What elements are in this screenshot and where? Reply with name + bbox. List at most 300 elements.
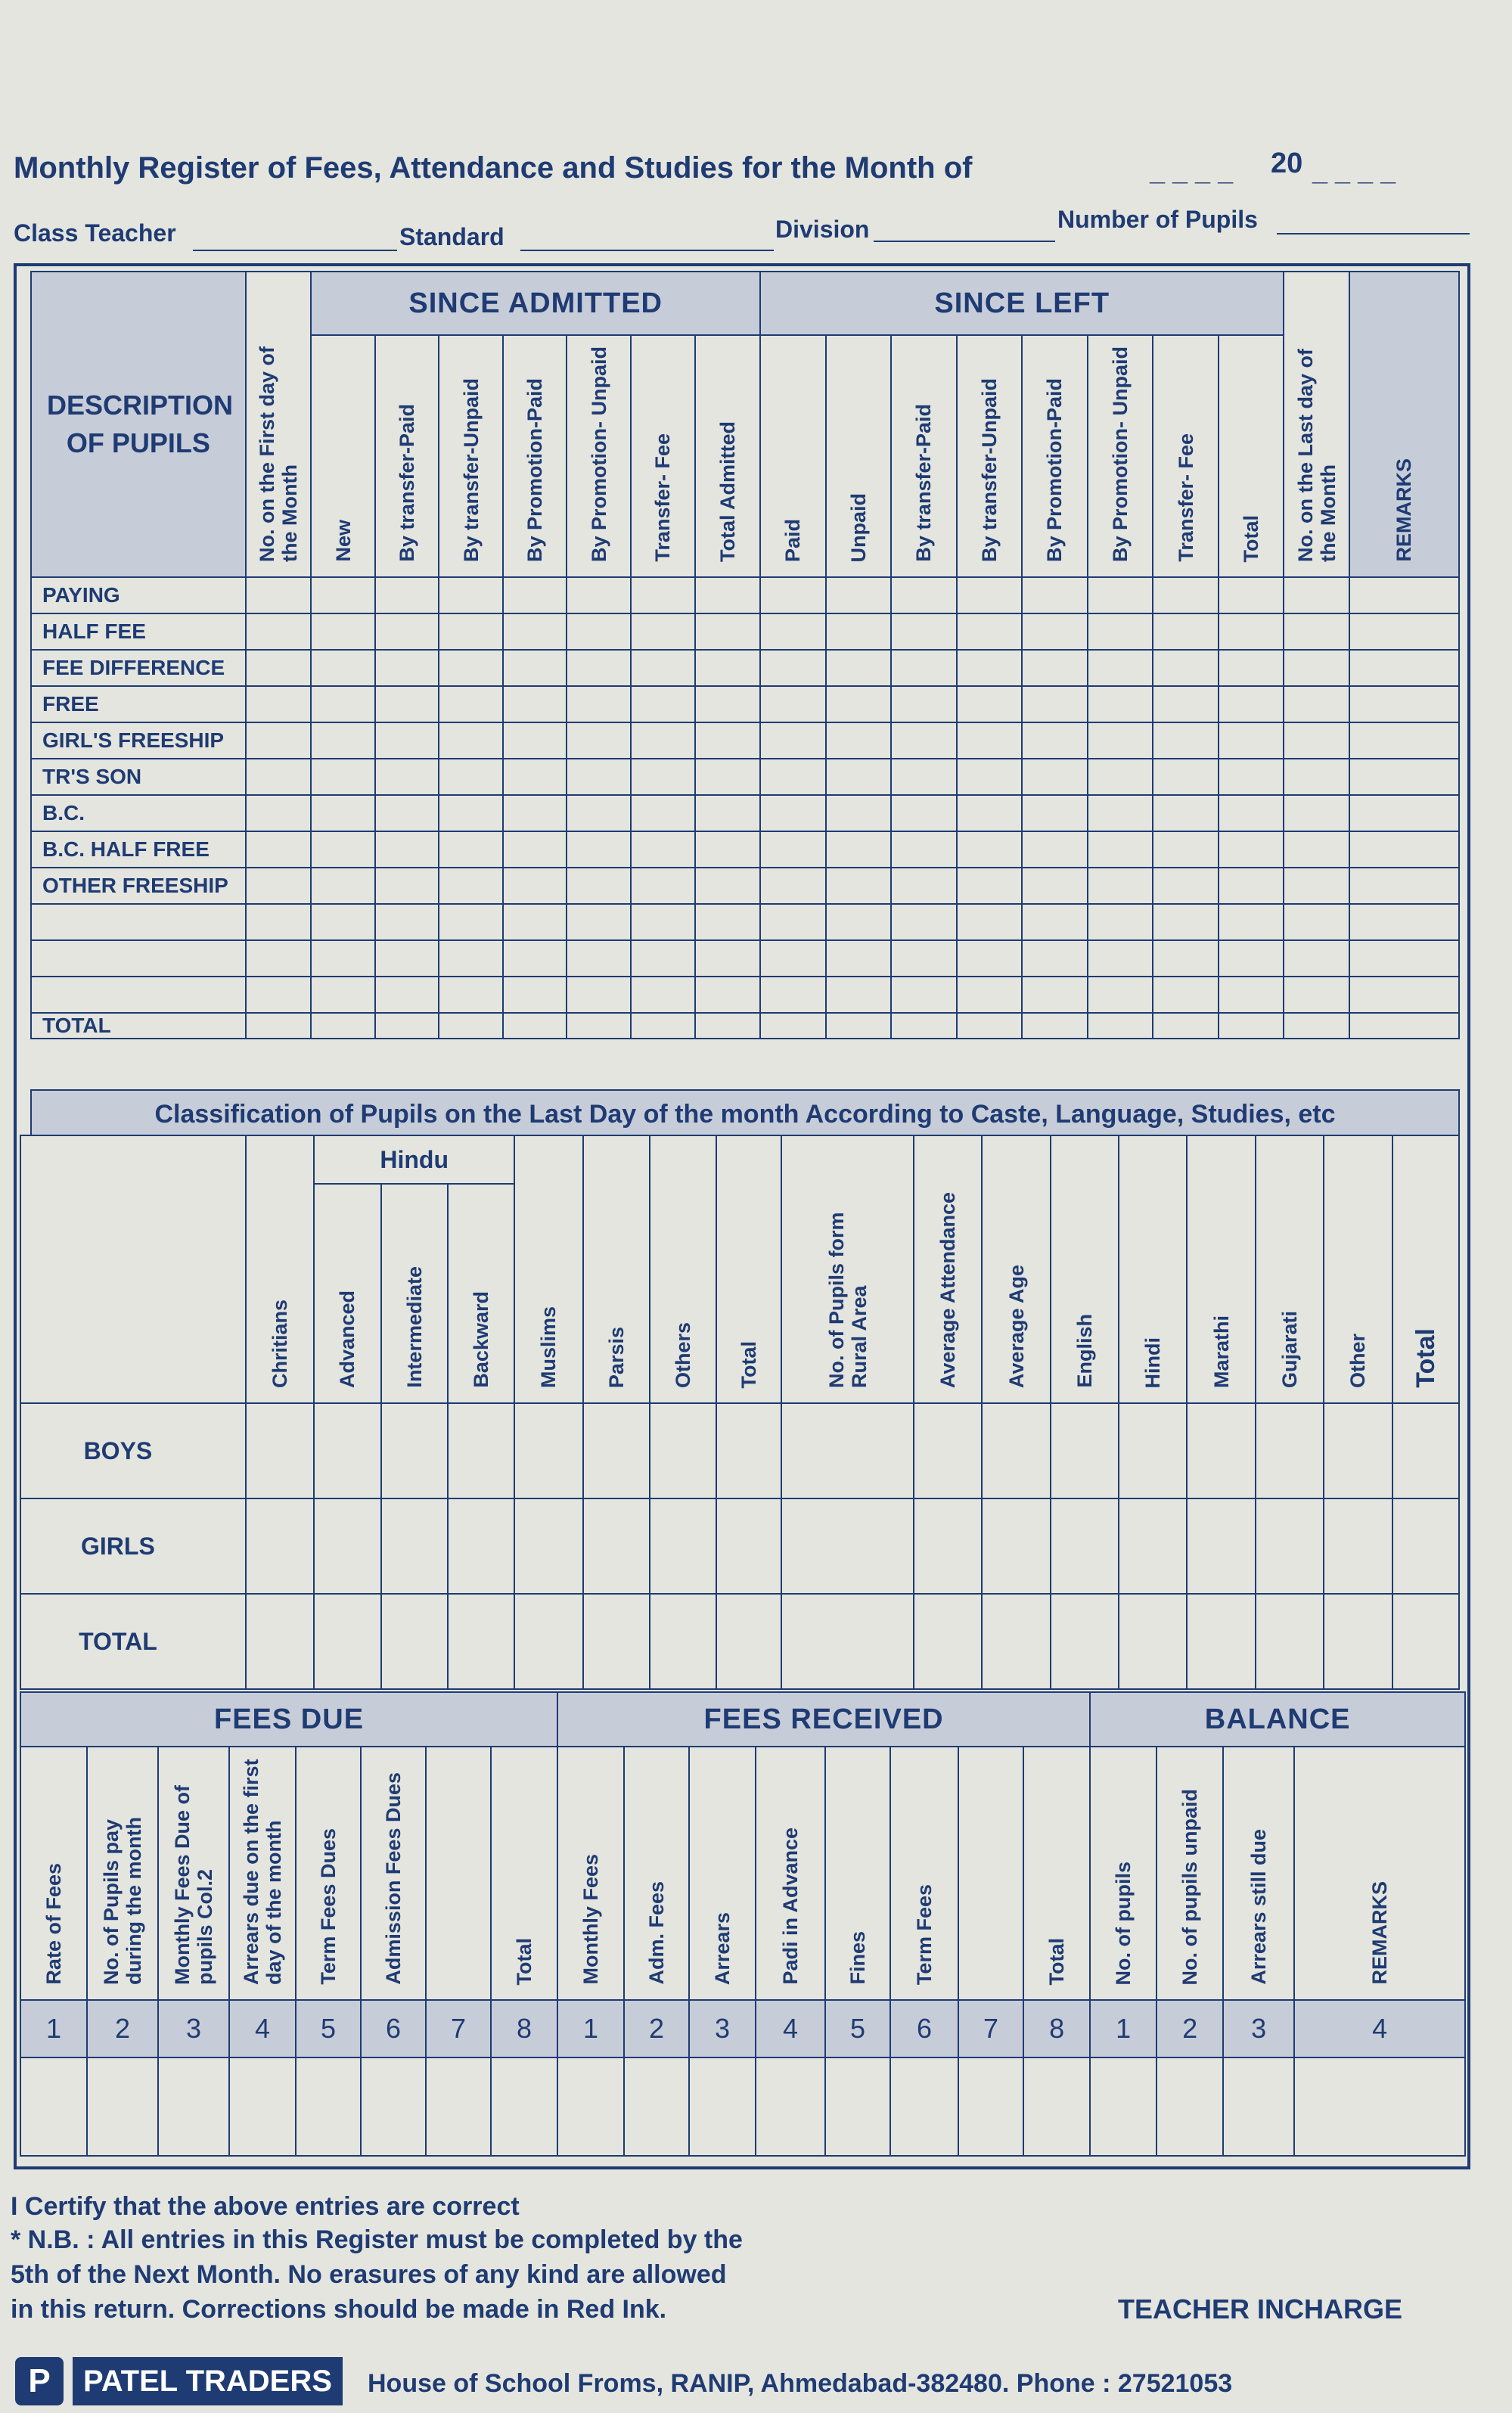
entry-cell[interactable]: [957, 977, 1023, 1013]
entry-cell[interactable]: [246, 613, 312, 650]
entry-cell[interactable]: [695, 831, 761, 868]
entry-cell[interactable]: [583, 1498, 650, 1594]
entry-cell[interactable]: [1284, 577, 1349, 613]
entry-cell[interactable]: [375, 577, 439, 613]
entry-cell[interactable]: [1284, 795, 1349, 831]
entry-cell[interactable]: [1284, 650, 1349, 686]
entry-cell[interactable]: [514, 1403, 582, 1498]
entry-cell[interactable]: [567, 940, 631, 977]
entry-cell[interactable]: [439, 868, 503, 904]
entry-cell[interactable]: [503, 904, 567, 940]
entry-cell[interactable]: [503, 795, 567, 831]
entry-cell[interactable]: [982, 1403, 1050, 1498]
entry-cell[interactable]: [311, 613, 375, 650]
entry-cell[interactable]: [1088, 795, 1153, 831]
entry-cell[interactable]: [1088, 686, 1153, 722]
entry-cell[interactable]: [311, 1013, 375, 1039]
entry-cell[interactable]: [1157, 2057, 1223, 2156]
entry-cell[interactable]: [1022, 904, 1088, 940]
entry-cell[interactable]: [760, 977, 826, 1013]
entry-cell[interactable]: [1256, 1498, 1324, 1594]
entry-cell[interactable]: [229, 2057, 296, 2156]
entry-cell[interactable]: [826, 759, 892, 795]
entry-cell[interactable]: [1349, 613, 1459, 650]
entry-cell[interactable]: [1051, 1498, 1119, 1594]
entry-cell[interactable]: [439, 577, 503, 613]
entry-cell[interactable]: [567, 686, 631, 722]
entry-cell[interactable]: [1088, 759, 1153, 795]
entry-cell[interactable]: [826, 904, 892, 940]
entry-cell[interactable]: [826, 577, 892, 613]
entry-cell[interactable]: [567, 795, 631, 831]
entry-cell[interactable]: [826, 722, 892, 759]
entry-cell[interactable]: [1294, 2057, 1465, 2156]
entry-cell[interactable]: [1349, 650, 1459, 686]
standard-field[interactable]: [520, 250, 774, 251]
entry-cell[interactable]: [650, 1594, 716, 1689]
entry-cell[interactable]: [1153, 759, 1219, 795]
entry-cell[interactable]: [695, 759, 761, 795]
entry-cell[interactable]: [439, 686, 503, 722]
entry-cell[interactable]: [246, 577, 312, 613]
entry-cell[interactable]: [1051, 1403, 1119, 1498]
entry-cell[interactable]: [1153, 831, 1219, 868]
entry-cell[interactable]: [631, 831, 695, 868]
entry-cell[interactable]: [311, 577, 375, 613]
entry-cell[interactable]: [1153, 904, 1219, 940]
entry-cell[interactable]: [1349, 868, 1459, 904]
entry-cell[interactable]: [1022, 759, 1088, 795]
entry-cell[interactable]: [982, 1498, 1050, 1594]
entry-cell[interactable]: [760, 868, 826, 904]
entry-cell[interactable]: [760, 831, 826, 868]
entry-cell[interactable]: [958, 2057, 1023, 2156]
entry-cell[interactable]: [1119, 1594, 1187, 1689]
entry-cell[interactable]: [1022, 977, 1088, 1013]
entry-cell[interactable]: [311, 831, 375, 868]
entry-cell[interactable]: [375, 904, 439, 940]
entry-cell[interactable]: [760, 722, 826, 759]
entry-cell[interactable]: [1392, 1594, 1459, 1689]
entry-cell[interactable]: [1051, 1594, 1119, 1689]
entry-cell[interactable]: [1349, 977, 1459, 1013]
entry-cell[interactable]: [514, 1498, 582, 1594]
pupils-field[interactable]: [1277, 233, 1470, 234]
entry-cell[interactable]: [914, 1594, 982, 1689]
entry-cell[interactable]: [1284, 759, 1349, 795]
entry-cell[interactable]: [891, 613, 957, 650]
entry-cell[interactable]: [1088, 904, 1153, 940]
entry-cell[interactable]: [375, 650, 439, 686]
entry-cell[interactable]: [246, 759, 312, 795]
entry-cell[interactable]: [695, 577, 761, 613]
entry-cell[interactable]: [1153, 1013, 1219, 1039]
entry-cell[interactable]: [375, 686, 439, 722]
entry-cell[interactable]: [311, 686, 375, 722]
entry-cell[interactable]: [1088, 977, 1153, 1013]
entry-cell[interactable]: [689, 2057, 756, 2156]
entry-cell[interactable]: [891, 795, 957, 831]
entry-cell[interactable]: [567, 613, 631, 650]
entry-cell[interactable]: [503, 650, 567, 686]
entry-cell[interactable]: [891, 686, 957, 722]
entry-cell[interactable]: [246, 831, 312, 868]
entry-cell[interactable]: [1022, 940, 1088, 977]
entry-cell[interactable]: [957, 904, 1023, 940]
entry-cell[interactable]: [426, 2057, 491, 2156]
entry-cell[interactable]: [957, 795, 1023, 831]
entry-cell[interactable]: [1349, 577, 1459, 613]
entry-cell[interactable]: [246, 686, 312, 722]
entry-cell[interactable]: [375, 722, 439, 759]
entry-cell[interactable]: [695, 868, 761, 904]
entry-cell[interactable]: [1349, 831, 1459, 868]
entry-cell[interactable]: [503, 1013, 567, 1039]
entry-cell[interactable]: [567, 1013, 631, 1039]
entry-cell[interactable]: [760, 795, 826, 831]
entry-cell[interactable]: [1219, 795, 1284, 831]
entry-cell[interactable]: [1284, 1013, 1349, 1039]
entry-cell[interactable]: [760, 759, 826, 795]
entry-cell[interactable]: [448, 1498, 514, 1594]
entry-cell[interactable]: [1219, 904, 1284, 940]
entry-cell[interactable]: [567, 759, 631, 795]
entry-cell[interactable]: [1022, 868, 1088, 904]
entry-cell[interactable]: [246, 795, 312, 831]
entry-cell[interactable]: [1153, 577, 1219, 613]
entry-cell[interactable]: [1090, 2057, 1157, 2156]
class-teacher-field[interactable]: [193, 250, 397, 251]
entry-cell[interactable]: [314, 1594, 380, 1689]
entry-cell[interactable]: [439, 722, 503, 759]
entry-cell[interactable]: [1088, 868, 1153, 904]
entry-cell[interactable]: [1284, 940, 1349, 977]
entry-cell[interactable]: [1219, 759, 1284, 795]
entry-cell[interactable]: [1284, 831, 1349, 868]
entry-cell[interactable]: [503, 577, 567, 613]
entry-cell[interactable]: [631, 613, 695, 650]
entry-cell[interactable]: [631, 759, 695, 795]
entry-cell[interactable]: [1153, 868, 1219, 904]
entry-cell[interactable]: [826, 940, 892, 977]
entry-cell[interactable]: [1284, 686, 1349, 722]
entry-cell[interactable]: [503, 613, 567, 650]
entry-cell[interactable]: [891, 940, 957, 977]
entry-cell[interactable]: [246, 868, 312, 904]
entry-cell[interactable]: [631, 577, 695, 613]
entry-cell[interactable]: [1349, 904, 1459, 940]
entry-cell[interactable]: [957, 1013, 1023, 1039]
entry-cell[interactable]: [631, 722, 695, 759]
entry-cell[interactable]: [491, 2057, 557, 2156]
entry-cell[interactable]: [1219, 977, 1284, 1013]
entry-cell[interactable]: [760, 904, 826, 940]
entry-cell[interactable]: [1219, 1013, 1284, 1039]
entry-cell[interactable]: [1153, 613, 1219, 650]
entry-cell[interactable]: [716, 1594, 781, 1689]
entry-cell[interactable]: [914, 1403, 982, 1498]
entry-cell[interactable]: [381, 1498, 448, 1594]
entry-cell[interactable]: [891, 977, 957, 1013]
entry-cell[interactable]: [1153, 722, 1219, 759]
entry-cell[interactable]: [631, 868, 695, 904]
entry-cell[interactable]: [1088, 577, 1153, 613]
entry-cell[interactable]: [1219, 650, 1284, 686]
entry-cell[interactable]: [1187, 1498, 1255, 1594]
entry-cell[interactable]: [1088, 831, 1153, 868]
entry-cell[interactable]: [1349, 1013, 1459, 1039]
entry-cell[interactable]: [375, 795, 439, 831]
entry-cell[interactable]: [311, 977, 375, 1013]
entry-cell[interactable]: [1349, 722, 1459, 759]
entry-cell[interactable]: [957, 686, 1023, 722]
entry-cell[interactable]: [1022, 831, 1088, 868]
entry-cell[interactable]: [631, 940, 695, 977]
entry-cell[interactable]: [957, 831, 1023, 868]
entry-cell[interactable]: [311, 650, 375, 686]
entry-cell[interactable]: [1187, 1594, 1255, 1689]
entry-cell[interactable]: [1392, 1403, 1459, 1498]
entry-cell[interactable]: [1392, 1498, 1459, 1594]
entry-cell[interactable]: [1284, 722, 1349, 759]
entry-cell[interactable]: [503, 831, 567, 868]
entry-cell[interactable]: [631, 1013, 695, 1039]
entry-cell[interactable]: [957, 650, 1023, 686]
entry-cell[interactable]: [695, 650, 761, 686]
entry-cell[interactable]: [311, 795, 375, 831]
entry-cell[interactable]: [1219, 722, 1284, 759]
entry-cell[interactable]: [246, 977, 312, 1013]
entry-cell[interactable]: [1284, 904, 1349, 940]
entry-cell[interactable]: [514, 1594, 582, 1689]
entry-cell[interactable]: [246, 1498, 314, 1594]
entry-cell[interactable]: [311, 868, 375, 904]
entry-cell[interactable]: [890, 2057, 958, 2156]
entry-cell[interactable]: [1219, 831, 1284, 868]
entry-cell[interactable]: [567, 868, 631, 904]
entry-cell[interactable]: [695, 1013, 761, 1039]
entry-cell[interactable]: [246, 940, 312, 977]
entry-cell[interactable]: [246, 1594, 314, 1689]
entry-cell[interactable]: [695, 686, 761, 722]
entry-cell[interactable]: [650, 1403, 716, 1498]
entry-cell[interactable]: [1022, 795, 1088, 831]
entry-cell[interactable]: [1349, 940, 1459, 977]
entry-cell[interactable]: [781, 1498, 914, 1594]
entry-cell[interactable]: [1153, 795, 1219, 831]
entry-cell[interactable]: [826, 868, 892, 904]
entry-cell[interactable]: [826, 1013, 892, 1039]
entry-cell[interactable]: [957, 613, 1023, 650]
entry-cell[interactable]: [826, 686, 892, 722]
entry-cell[interactable]: [583, 1403, 650, 1498]
entry-cell[interactable]: [1022, 577, 1088, 613]
entry-cell[interactable]: [503, 722, 567, 759]
entry-cell[interactable]: [1153, 650, 1219, 686]
entry-cell[interactable]: [1219, 613, 1284, 650]
entry-cell[interactable]: [781, 1403, 914, 1498]
entry-cell[interactable]: [826, 831, 892, 868]
entry-cell[interactable]: [631, 686, 695, 722]
entry-cell[interactable]: [1219, 940, 1284, 977]
entry-cell[interactable]: [1088, 940, 1153, 977]
entry-cell[interactable]: [448, 1403, 514, 1498]
entry-cell[interactable]: [583, 1594, 650, 1689]
entry-cell[interactable]: [375, 1013, 439, 1039]
entry-cell[interactable]: [439, 977, 503, 1013]
entry-cell[interactable]: [1284, 613, 1349, 650]
entry-cell[interactable]: [439, 795, 503, 831]
entry-cell[interactable]: [557, 2057, 624, 2156]
entry-cell[interactable]: [826, 650, 892, 686]
entry-cell[interactable]: [825, 2057, 890, 2156]
entry-cell[interactable]: [448, 1594, 514, 1689]
entry-cell[interactable]: [311, 759, 375, 795]
entry-cell[interactable]: [246, 650, 312, 686]
entry-cell[interactable]: [381, 1594, 448, 1689]
entry-cell[interactable]: [760, 650, 826, 686]
entry-cell[interactable]: [87, 2057, 158, 2156]
entry-cell[interactable]: [503, 686, 567, 722]
entry-cell[interactable]: [1187, 1403, 1255, 1498]
entry-cell[interactable]: [695, 940, 761, 977]
entry-cell[interactable]: [1219, 686, 1284, 722]
entry-cell[interactable]: [760, 577, 826, 613]
entry-cell[interactable]: [246, 1013, 312, 1039]
entry-cell[interactable]: [1219, 868, 1284, 904]
entry-cell[interactable]: [891, 868, 957, 904]
entry-cell[interactable]: [891, 1013, 957, 1039]
entry-cell[interactable]: [375, 759, 439, 795]
entry-cell[interactable]: [1022, 1013, 1088, 1039]
entry-cell[interactable]: [631, 977, 695, 1013]
entry-cell[interactable]: [826, 795, 892, 831]
entry-cell[interactable]: [914, 1498, 982, 1594]
entry-cell[interactable]: [957, 759, 1023, 795]
entry-cell[interactable]: [695, 722, 761, 759]
entry-cell[interactable]: [375, 868, 439, 904]
entry-cell[interactable]: [1088, 722, 1153, 759]
entry-cell[interactable]: [503, 940, 567, 977]
entry-cell[interactable]: [1022, 722, 1088, 759]
entry-cell[interactable]: [957, 940, 1023, 977]
entry-cell[interactable]: [439, 831, 503, 868]
entry-cell[interactable]: [891, 759, 957, 795]
entry-cell[interactable]: [760, 1013, 826, 1039]
entry-cell[interactable]: [1119, 1498, 1187, 1594]
entry-cell[interactable]: [1153, 940, 1219, 977]
entry-cell[interactable]: [891, 831, 957, 868]
entry-cell[interactable]: [20, 2057, 87, 2156]
entry-cell[interactable]: [375, 831, 439, 868]
entry-cell[interactable]: [716, 1403, 781, 1498]
entry-cell[interactable]: [1022, 650, 1088, 686]
entry-cell[interactable]: [716, 1498, 781, 1594]
entry-cell[interactable]: [631, 904, 695, 940]
entry-cell[interactable]: [158, 2057, 229, 2156]
entry-cell[interactable]: [296, 2057, 361, 2156]
entry-cell[interactable]: [567, 722, 631, 759]
entry-cell[interactable]: [567, 904, 631, 940]
entry-cell[interactable]: [361, 2057, 426, 2156]
entry-cell[interactable]: [439, 940, 503, 977]
entry-cell[interactable]: [1022, 613, 1088, 650]
entry-cell[interactable]: [1219, 577, 1284, 613]
entry-cell[interactable]: [1223, 2057, 1294, 2156]
entry-cell[interactable]: [439, 650, 503, 686]
entry-cell[interactable]: [375, 940, 439, 977]
entry-cell[interactable]: [311, 904, 375, 940]
entry-cell[interactable]: [1088, 1013, 1153, 1039]
entry-cell[interactable]: [631, 650, 695, 686]
entry-cell[interactable]: [246, 904, 312, 940]
entry-cell[interactable]: [1088, 650, 1153, 686]
entry-cell[interactable]: [760, 940, 826, 977]
entry-cell[interactable]: [624, 2057, 689, 2156]
entry-cell[interactable]: [1324, 1498, 1392, 1594]
entry-cell[interactable]: [503, 868, 567, 904]
entry-cell[interactable]: [1088, 613, 1153, 650]
entry-cell[interactable]: [375, 613, 439, 650]
entry-cell[interactable]: [375, 977, 439, 1013]
entry-cell[interactable]: [1324, 1403, 1392, 1498]
entry-cell[interactable]: [1153, 977, 1219, 1013]
entry-cell[interactable]: [891, 650, 957, 686]
entry-cell[interactable]: [1153, 686, 1219, 722]
entry-cell[interactable]: [695, 904, 761, 940]
entry-cell[interactable]: [567, 577, 631, 613]
entry-cell[interactable]: [1324, 1594, 1392, 1689]
entry-cell[interactable]: [439, 613, 503, 650]
entry-cell[interactable]: [760, 613, 826, 650]
entry-cell[interactable]: [760, 686, 826, 722]
entry-cell[interactable]: [1349, 686, 1459, 722]
entry-cell[interactable]: [1349, 795, 1459, 831]
entry-cell[interactable]: [1022, 686, 1088, 722]
entry-cell[interactable]: [781, 1594, 914, 1689]
entry-cell[interactable]: [891, 904, 957, 940]
entry-cell[interactable]: [246, 722, 312, 759]
entry-cell[interactable]: [246, 1403, 314, 1498]
entry-cell[interactable]: [1119, 1403, 1187, 1498]
entry-cell[interactable]: [1349, 759, 1459, 795]
entry-cell[interactable]: [1023, 2057, 1090, 2156]
entry-cell[interactable]: [650, 1498, 716, 1594]
entry-cell[interactable]: [826, 977, 892, 1013]
entry-cell[interactable]: [957, 577, 1023, 613]
entry-cell[interactable]: [1256, 1594, 1324, 1689]
entry-cell[interactable]: [695, 613, 761, 650]
entry-cell[interactable]: [381, 1403, 448, 1498]
entry-cell[interactable]: [695, 795, 761, 831]
entry-cell[interactable]: [957, 868, 1023, 904]
entry-cell[interactable]: [756, 2057, 825, 2156]
entry-cell[interactable]: [503, 759, 567, 795]
entry-cell[interactable]: [439, 759, 503, 795]
entry-cell[interactable]: [314, 1403, 380, 1498]
division-field[interactable]: [874, 241, 1055, 242]
entry-cell[interactable]: [1284, 977, 1349, 1013]
entry-cell[interactable]: [567, 650, 631, 686]
entry-cell[interactable]: [982, 1594, 1050, 1689]
entry-cell[interactable]: [1284, 868, 1349, 904]
entry-cell[interactable]: [891, 577, 957, 613]
entry-cell[interactable]: [311, 722, 375, 759]
entry-cell[interactable]: [826, 613, 892, 650]
entry-cell[interactable]: [891, 722, 957, 759]
entry-cell[interactable]: [1256, 1403, 1324, 1498]
entry-cell[interactable]: [439, 904, 503, 940]
